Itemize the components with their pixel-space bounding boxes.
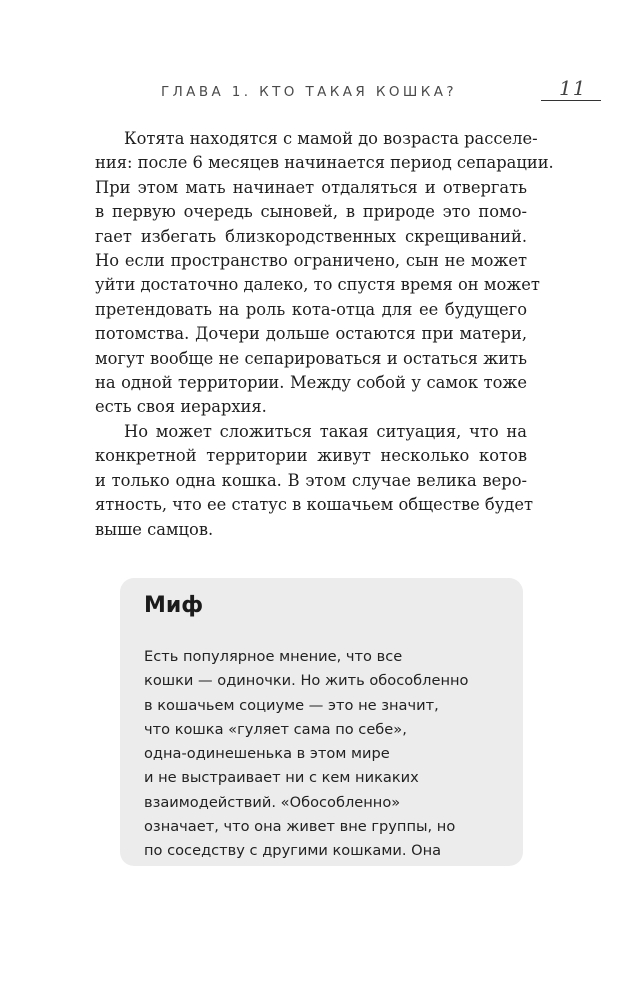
myth-text — [144, 645, 514, 864]
myth-line: по соседству с другими кошками. Она — [144, 842, 442, 860]
text-line: При этом мать начинает отдаляться и отвергать — [95, 177, 527, 197]
body-text — [95, 127, 554, 542]
chapter-title: ГЛАВА 1. КТО ТАКАЯ КОШКА? — [161, 84, 457, 100]
myth-line: Есть популярное мнение, что все — [144, 648, 403, 665]
page-number: 11 — [559, 76, 587, 100]
paragraph-1 — [95, 127, 554, 420]
myth-line: что кошка «гуляет сама по себе», — [144, 720, 407, 738]
text-line: претендовать на роль кота-отца для ее будущего — [95, 299, 527, 319]
text-line: ния: после 6 месяцев начинается период сепарации. — [95, 153, 554, 173]
myth-line: и не выстраивает ни с кем никаких — [144, 769, 419, 787]
text-line: потомства. Дочери дольше остаются при матери, — [95, 324, 527, 344]
text-line: Котята находятся с мамой до возраста расселе- — [124, 129, 538, 148]
text-line: и только одна кошка. В этом случае велика веро- — [95, 470, 527, 490]
myth-line: кошки — одиночки. Но жить обособленно — [144, 672, 469, 690]
text-line: Но если пространство ограничено, сын не может — [95, 251, 527, 271]
myth-line: в кошачьем социуме — это не значит, — [144, 696, 439, 714]
myth-callout-box — [120, 578, 523, 866]
text-line: есть своя иерархия. — [95, 397, 267, 417]
paragraph-2 — [95, 420, 533, 542]
myth-heading: Миф — [144, 593, 204, 618]
text-line: выше самцов. — [95, 519, 214, 539]
text-line: конкретной территории живут несколько котов — [95, 446, 527, 466]
running-head — [0, 76, 644, 106]
text-line: Но может сложиться такая ситуация, что на — [124, 421, 527, 441]
text-line: могут вообще не сепарироваться и остаться жить — [95, 348, 527, 368]
text-line: ятность, что ее статус в кошачьем обществе будет — [95, 495, 533, 515]
page-number-rule — [541, 100, 601, 101]
myth-line: означает, что она живет вне группы, но — [144, 818, 456, 836]
myth-line: одна-одинешенька в этом мире — [144, 745, 390, 763]
myth-line: взаимодействий. «Обособленно» — [144, 793, 401, 811]
text-line: уйти достаточно далеко, то спустя время он может — [95, 275, 540, 295]
text-line: в первую очередь сыновей, в природе это помо- — [95, 202, 527, 222]
text-line: гает избегать близкородственных скрещиваний. — [95, 226, 527, 246]
text-line: на одной территории. Между собой у самок тоже — [95, 373, 527, 393]
